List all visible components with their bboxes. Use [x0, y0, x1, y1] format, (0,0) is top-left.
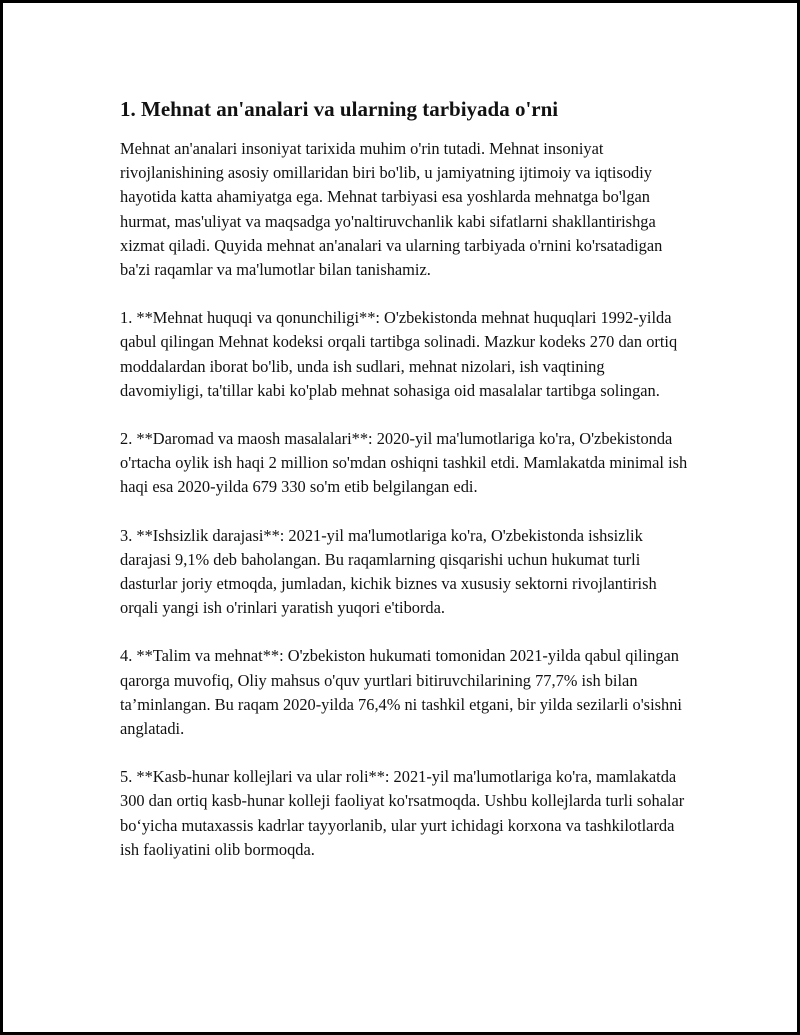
paragraph-income-salary: 2. **Daromad va maosh masalalari**: 2020-yil ma'lumotlariga ko'ra, O'zbekistonda o'rtacha oylik ish haqi 2 million so'mdan oshiqni tashkil etdi. Mamlakatda minimal ish haqi esa 2020-yilda 679 330 so'm etib belgilangan edi.	[120, 429, 688, 497]
paragraph-labor-law: 1. **Mehnat huquqi va qonunchiligi**: O'zbekistonda mehnat huquqlari 1992-yilda qabul qilingan Mehnat kodeksi orqali tartibga solinadi. Mazkur kodeks 270 dan ortiq moddalardan iborat bo'lib, unda ish sudlari, mehnat nizolari, ish vaqtining davomiyligi, ta'tillar kabi ko'plab mehnat sohasiga oid masalalar tartibga solingan.	[120, 308, 678, 400]
intro-paragraph: Mehnat an'analari insoniyat tarixida muhim o'rin tutadi. Mehnat insoniyat rivojlanishining asosiy omillaridan biri bo'lib, u jamiyatning ijtimoiy va iqtisodiy hayotida katta ahamiyatga ega. Mehnat tarbiyasi esa yoshlarda mehnatga bo'lgan hurmat, mas'uliyat va maqsadga yo'naltiruvchanlik kabi sifatlarni shakllantirishga xizmat qiladi. Quyida mehnat an'analari va ularning tarbiyada o'rnini ko'rsatadigan ba'zi raqamlar va ma'lumotlar bilan tanishamiz.	[120, 139, 663, 280]
paragraph-vocational-colleges: 5. **Kasb-hunar kollejlari va ular roli**: 2021-yil ma'lumotlariga ko'ra, mamlakatda 300 dan ortiq kasb-hunar kolleji faoliyat ko'rsatmoqda. Ushbu kollejlarda turli sohalar bo‘yicha mutaxassis kadrlar tayyorlanib, ular yurt ichidagi korxona va tashkilotlarda ish faoliyatini olib bormoqda.	[120, 767, 685, 859]
document-content	[120, 95, 690, 886]
paragraph-education-labor: 4. **Talim va mehnat**: O'zbekiston hukumati tomonidan 2021-yilda qabul qilingan qarorga muvofiq, Oliy mahsus o'quv yurtlari bitiruvchilarining 77,7% ish bilan ta’minlangan. Bu raqam 2020-yilda 76,4% ni tashkil etgani, bir yilda sezilarli o'sishni anglatadi.	[120, 646, 682, 739]
section-title: 1. Mehnat an'analari va ularning tarbiyada o'rni	[120, 97, 559, 121]
paragraph-unemployment: 3. **Ishsizlik darajasi**: 2021-yil ma'lumotlariga ko'ra, O'zbekistonda ishsizlik darajasi 9,1% deb baholangan. Bu raqamlarning qisqarishi uchun hukumat turli dasturlar joriy etmoqda, jumladan, kichik biznes va xususiy sektorni rivojlantirish orqali yangi ish o'rinlari yaratish yuqori e'tiborda.	[120, 525, 657, 618]
